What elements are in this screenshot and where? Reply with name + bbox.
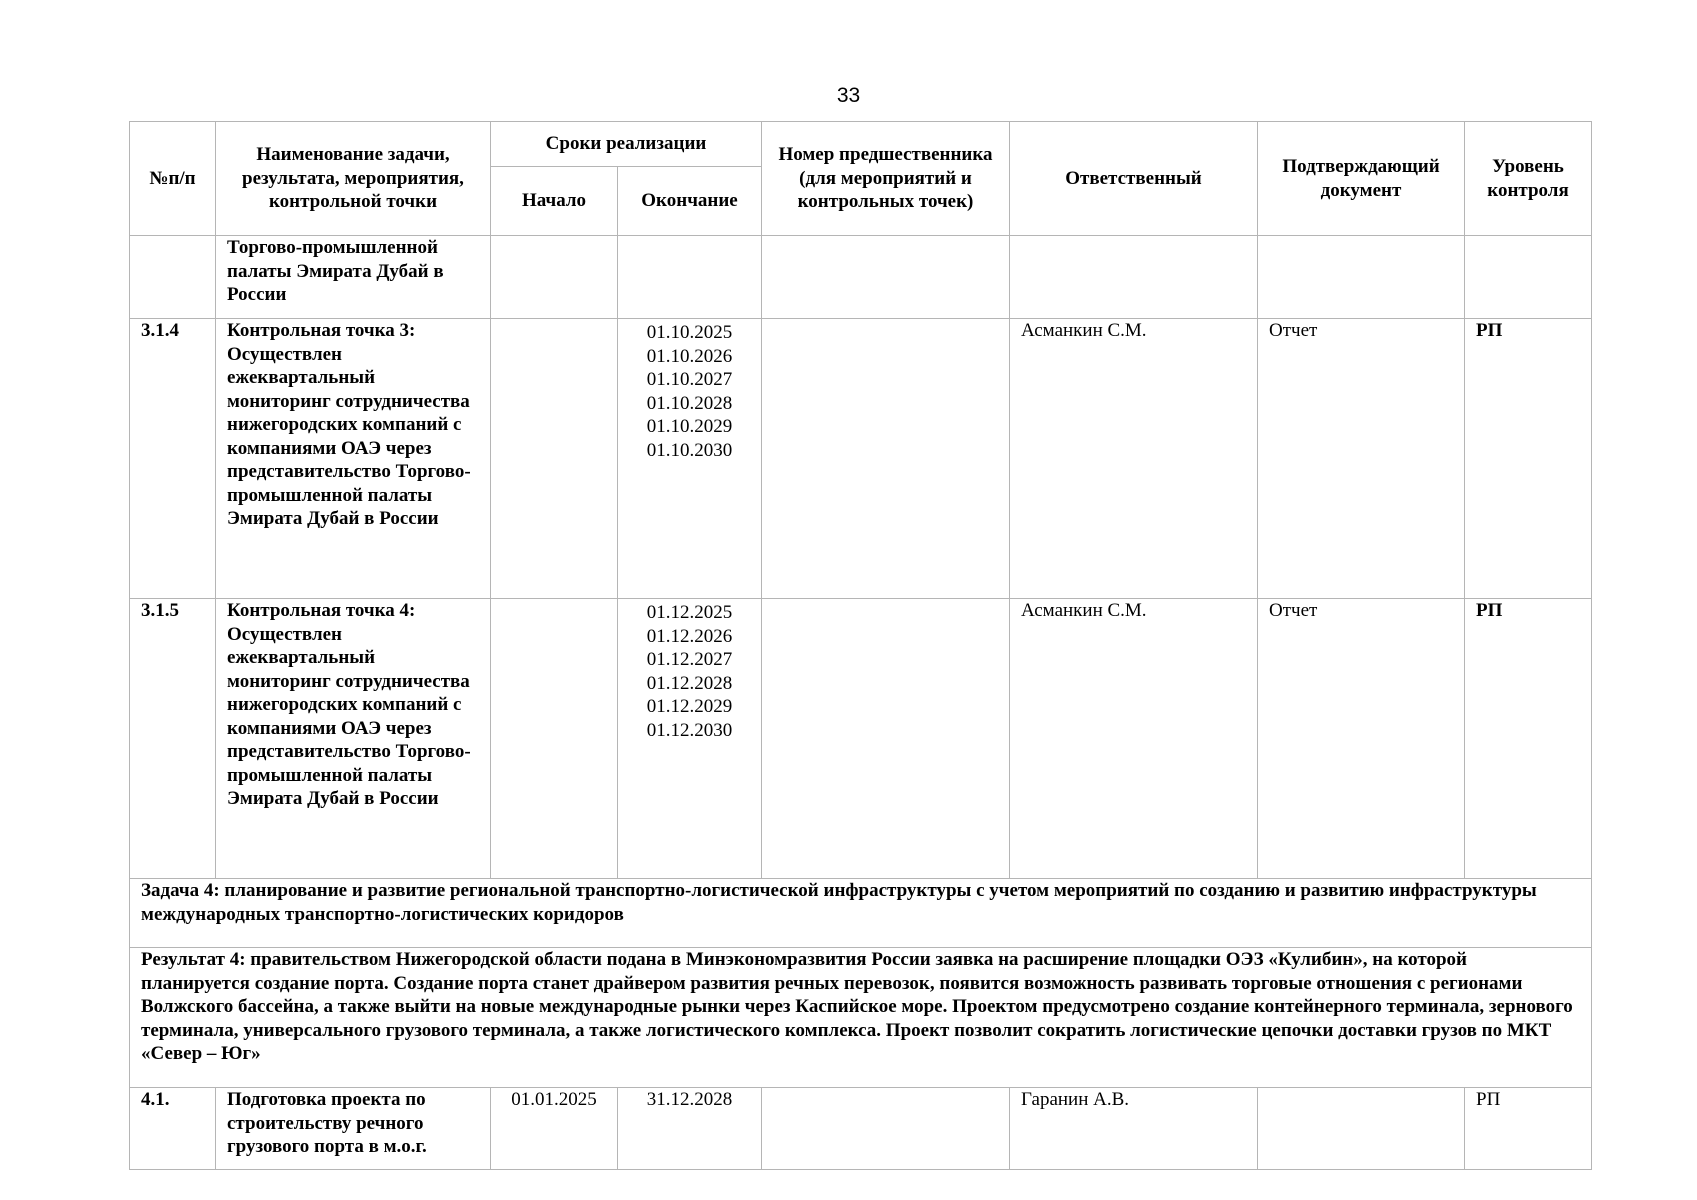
cell-document: Отчет	[1258, 319, 1465, 599]
implementation-plan-table	[129, 121, 1592, 1170]
header-start: Начало	[491, 167, 618, 236]
result-4-text: Результат 4: правительством Нижегородской области подана в Минэкономразвития России заявка на расширение площадки ОЭЗ «Кулибин», на которой планируется создание порта. Создание порта станет драйвером развития речных перевозок, появится возможность развивать торговые отношения с регионами Волжского бассейна, а также выйти на новые международные рынки через Каспийское море. Проектом предусмотрено создание контейнерного терминала, зернового терминала, универсального грузового терминала, а также логистического комплекса. Проект позволит сократить логистические цепочки доставки грузов по МКТ «Север – Юг»	[130, 948, 1592, 1088]
table-header	[130, 122, 1592, 236]
header-end: Окончание	[618, 167, 762, 236]
cell-responsible: Асманкин С.М.	[1010, 599, 1258, 879]
header-responsible: Ответственный	[1010, 122, 1258, 236]
header-name: Наименование задачи, результата, мероприятия, контрольной точки	[216, 122, 491, 236]
cell-responsible: Асманкин С.М.	[1010, 319, 1258, 599]
cell-control: РП	[1465, 599, 1592, 879]
end-date: 01.10.2027	[646, 369, 733, 390]
header-control: Уровень контроля	[1465, 122, 1592, 236]
page-number: 33	[836, 84, 861, 107]
end-date: 01.10.2030	[646, 439, 733, 461]
end-date: 01.12.2025	[646, 602, 733, 623]
cell-start: 01.01.2025	[491, 1088, 618, 1170]
cell-end	[618, 236, 762, 319]
cell-control: РП	[1465, 1088, 1592, 1170]
end-date: 01.10.2029	[646, 416, 733, 437]
cell-end: 31.12.2028	[618, 1088, 762, 1170]
end-date: 01.10.2025	[646, 322, 733, 343]
cell-predecessor	[762, 319, 1010, 599]
table-row-3-1-4	[130, 319, 1592, 599]
table-row-3-1-5	[130, 599, 1592, 879]
cell-control: РП	[1465, 319, 1592, 599]
header-document: Подтверждающий документ	[1258, 122, 1465, 236]
cell-responsible	[1010, 236, 1258, 319]
cell-start	[491, 236, 618, 319]
end-date: 01.10.2028	[646, 392, 733, 414]
end-date: 01.10.2026	[646, 345, 733, 367]
header-terms: Сроки реализации	[491, 122, 762, 167]
cell-name: Торгово-промышленной палаты Эмирата Дубай в России	[216, 236, 491, 319]
cell-num: 4.1.	[130, 1088, 216, 1170]
table-row-4-1	[130, 1088, 1592, 1170]
header-num: №п/п	[130, 122, 216, 236]
cell-name: Контрольная точка 4: Осуществлен ежеквартальный мониторинг сотрудничества нижегородских компаний с компаниями ОАЭ через представительство Торгово-промышленной палаты Эмирата Дубай в России	[216, 599, 491, 879]
cell-num	[130, 236, 216, 319]
cell-name: Контрольная точка 3: Осуществлен ежеквартальный мониторинг сотрудничества нижегородских компаний с компаниями ОАЭ через представительство Торгово-промышленной палаты Эмирата Дубай в России	[216, 319, 491, 599]
table-row-continuation	[130, 236, 1592, 319]
cell-document: Отчет	[1258, 599, 1465, 879]
table-row-task-4	[130, 879, 1592, 948]
header-predecessor: Номер предшественника (для мероприятий и контрольных точек)	[762, 122, 1010, 236]
cell-start	[491, 599, 618, 879]
cell-end-dates	[618, 599, 762, 879]
table-row-result-4	[130, 948, 1592, 1088]
cell-name: Подготовка проекта по строительству речного грузового порта в м.о.г.	[216, 1088, 491, 1170]
cell-control	[1465, 236, 1592, 319]
cell-start	[491, 319, 618, 599]
end-date: 01.12.2029	[646, 696, 733, 717]
cell-predecessor	[762, 599, 1010, 879]
cell-document	[1258, 1088, 1465, 1170]
end-date: 01.12.2030	[646, 719, 733, 741]
end-date: 01.12.2028	[646, 672, 733, 694]
cell-end-dates	[618, 319, 762, 599]
cell-num: 3.1.4	[130, 319, 216, 599]
end-date: 01.12.2026	[646, 625, 733, 647]
cell-document	[1258, 236, 1465, 319]
end-date: 01.12.2027	[646, 649, 733, 670]
cell-responsible: Гаранин А.В.	[1010, 1088, 1258, 1170]
cell-predecessor	[762, 1088, 1010, 1170]
task-4-text: Задача 4: планирование и развитие региональной транспортно-логистической инфраструктуры с учетом мероприятий по созданию и развитию инфраструктуры международных транспортно-логистических коридоров	[130, 879, 1592, 948]
cell-predecessor	[762, 236, 1010, 319]
cell-num: 3.1.5	[130, 599, 216, 879]
